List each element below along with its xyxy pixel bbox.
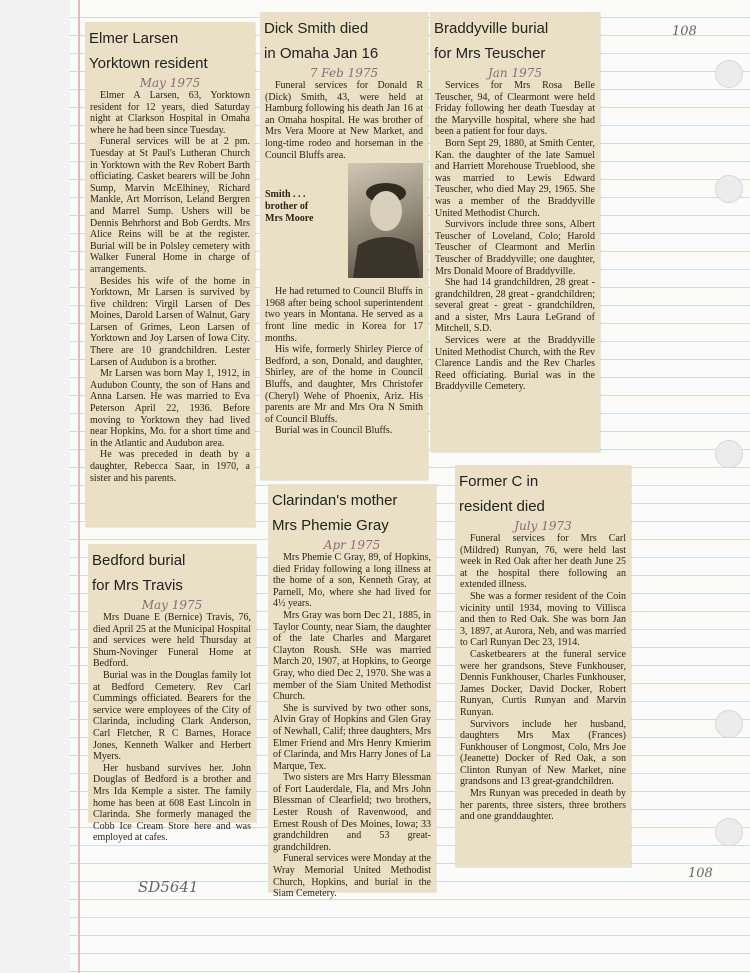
binder-hole (715, 60, 743, 88)
article-body: Funeral services for Mrs Carl (Mildred) Runyan, 76, were held last week in Red Oak after her death June 25 at the hospital there following an extended illness. She was a former resident of the Coin vicinity until 1934, moving to Villisca and then to Red Oak. She was born Jan 3, 1897, at Aurora, Neb, and was married to Carl Runyan Dec 23, 1914. Casketbearers at the funeral service were her grandsons, Steve Funkhouser, Dennis Funkhouser, Charles Funkhouser, James Docker, David Docker, Robert Runyan, Curtis Runyan and Marvin Runyan. Survivors include her husband, daughters Mrs Max (Frances) Funkhouser of Longmost, Colo, Mrs Joe (Jeanette) Docker of Red Oak, a son Clinton Runyan of New Market, nine grandsons and 13 great-grandchildren. Mrs Runyan was preceded in death by her parents, three sisters, three brothers and one granddaughter. (460, 533, 626, 823)
article-body: Elmer A Larsen, 63, Yorktown resident for 12 years, died Saturday night at Clarkson Hospital in Omaha where he had been since Tuesday. Funeral services will be at 2 pm. Tuesday at St Paul's Lutheran Church in Yorktown with the Rev Robert Barth officiating. Casket bearers will be John Sump, Marvin McElhiney, Richard Mankle, Art Morrison, Leland Bergren and Marrel Sump. Ushers will be Dennis Behrhorst and Bob Gerdts. Mrs Alice Reins will be at the register. Burial will be in Polsley cemetery with Walker Funeral Home in charge of arrangements. Besides his wife of the home in Yorktown, Mr Larsen is survived by five children: Virgil Larsen of Des Moines, Darold Larsen of Walnut, Gary Larsen of Grimes, Leon Larsen of Yorktown and Joy Larsen of Iowa City. There are 10 grandchildren. Lester Larsen of Audubon is a brother. Mr Larsen was born May 1, 1912, in Audubon County, the son of Hans and Anna Larsen. He was married to Eva Peterson April 22, 1936. Before moving to Yorktown they had lived near Hopkins, Mo. for a short time and in the Atlantic and Audubon area. He was preceded in death by a daughter, Rebecca Saar, in 1970, a sister and his parents. (90, 90, 250, 484)
clipping-travis (88, 544, 256, 844)
article-body: Services for Mrs Rosa Belle Teuscher, 94, of Clearmont were held Friday following her death Tuesday at the Maryville hospital, where she had been a patient for four days. Born Sept 29, 1880, at Smith Center, Kan. the daughter of the late Samuel and Harriett Morehouse Trueblood, she was married to Lewis Edward Teuscher, who died May 29, 1965. She was a member of the Braddyville United Methodist Church. Survivors include three sons, Albert Teuscher of Loveland, Colo; Harold Teuscher of Clearmont and Merlin Teuscher of Braddyville; one daughter, Mrs Donald Moore of Braddyville. She had 14 grandchildren, 28 great - grandchildren, 28 great - grandchildren; several great - great - grandchildren, and a sister, Mrs Laura LeGrand of Mitchell, S.D. Services were at the Braddyville United Methodist Church, with the Rev Clarence Landis and the Rev Charles Reed officiating. Burial was in the Braddyville Cemetery. (435, 80, 595, 393)
clipping-gray (268, 484, 436, 900)
headline: Dick Smith died in Omaha Jan 16 (264, 20, 379, 62)
handwritten-page-number-top: 108 (672, 24, 697, 39)
handwritten-page-number-bottom: 108 (688, 866, 713, 881)
handwritten-date: 7 Feb 1975 (309, 66, 379, 80)
photo-caption: Smith . . . brother of Mrs Moore (265, 189, 314, 225)
binder-hole (715, 710, 743, 738)
binder-hole (715, 818, 743, 846)
margin-line (78, 0, 80, 973)
handwritten-date: Jan 1975 (487, 66, 543, 80)
article-body: Mrs Duane E (Bernice) Travis, 76, died April 25 at the Municipal Hospital and services were held Thursday at Shum-Novinger Funeral Home at Bedford. Burial was in the Douglas family lot at Bedford Cemetery. Rev Carl Cummings officiated. Bearers for the service were employees of the City of Clarinda, including Clark Anderson, Carl Fletcher, R C Barnes, Horace Jones, Kenneth Walker and Herbert Myers. Her husband survives her. John Douglas of Bedford is a brother and Mrs Ida Kemple a sister. The family home has been at 608 East Lincoln in Clarinda. She formerly managed the Cobb Ice Cream Store here and was employed at cafes. (93, 612, 251, 844)
clipping-larsen (85, 22, 255, 527)
headline: Former C in resident died (459, 473, 545, 515)
binder-hole (715, 440, 743, 468)
article-body: Mrs Phemie C Gray, 89, of Hopkins, died Friday following a long illness at the home of a son, Kenneth Gray, at Parnell, Mo, where she had lived for 4½ years. Mrs Gray was born Dec 21, 1885, in Taylor County, near Siam, the daughter of the late Charles and Margaret Clayton Roush. SHe was married March 20, 1907, at Hopkins, to George Gray, who died Dec 2, 1970. She was a member of the Siam United Methodist Church. She is survived by two other sons, Alvin Gray of Hopkins and Glen Gray of Newhall, Calif; three daughters, Mrs Elmer Friend and Mrs Henry Kmierim of Clarinda, and Mrs Harry Jones of La Marque, Tex. Two sisters are Mrs Harry Blessman of Fort Lauderdale, Fla, and Mrs John Blessman of Clearfield; two brothers, Lester Roush of Ravenwood, and Ernest Roush of Des Moines, Iowa; 33 grandchildren and 53 great-grandchildren. Funeral services were Monday at the Wray Memorial United Methodist Church, Hopkins, and burial in the Siam Cemetery. (273, 552, 431, 900)
binder-hole (715, 175, 743, 203)
clipping-runyan (455, 465, 631, 867)
handwritten-date: May 1975 (139, 76, 201, 90)
headline: Clarindan's mother Mrs Phemie Gray (272, 492, 398, 534)
headline: Bedford burial for Mrs Travis (92, 552, 186, 594)
handwritten-date: Apr 1975 (323, 538, 381, 552)
portrait-photo (348, 163, 423, 278)
clipping-teuscher (430, 12, 600, 452)
article-body: Funeral services for Donald R (Dick) Smith, 43, were held at Hamburg following his death Jan 16 at an Omaha hospital. He was brother of Mrs Vera Moore at New Market, and long-time rodeo and horseman in the Council Bluffs area. Smith . . . brother of Mrs Moore He had returned to Council Bluffs in 1968 after being school superintendent two years in Montana. He served as a front line medic in Korea for 17 months. His wife, formerly Shirley Pierce of Bedford, a son, Donald, and daughter, Shirley, are of the home in Council Bluffs, and daughter, Mrs Christofer (Cheryl) Wehe of Phoenix, Ariz. His parents are Mr and Mrs Ora N Smith of Council Bluffs. Burial was in Council Bluffs. (265, 80, 423, 437)
handwritten-code: SD5641 (138, 878, 199, 896)
headline: Braddyville burial for Mrs Teuscher (434, 20, 549, 62)
headline: Elmer Larsen Yorktown resident (89, 30, 208, 72)
clipping-smith (260, 12, 428, 480)
handwritten-date: May 1975 (141, 598, 203, 612)
handwritten-date: July 1973 (514, 519, 572, 533)
